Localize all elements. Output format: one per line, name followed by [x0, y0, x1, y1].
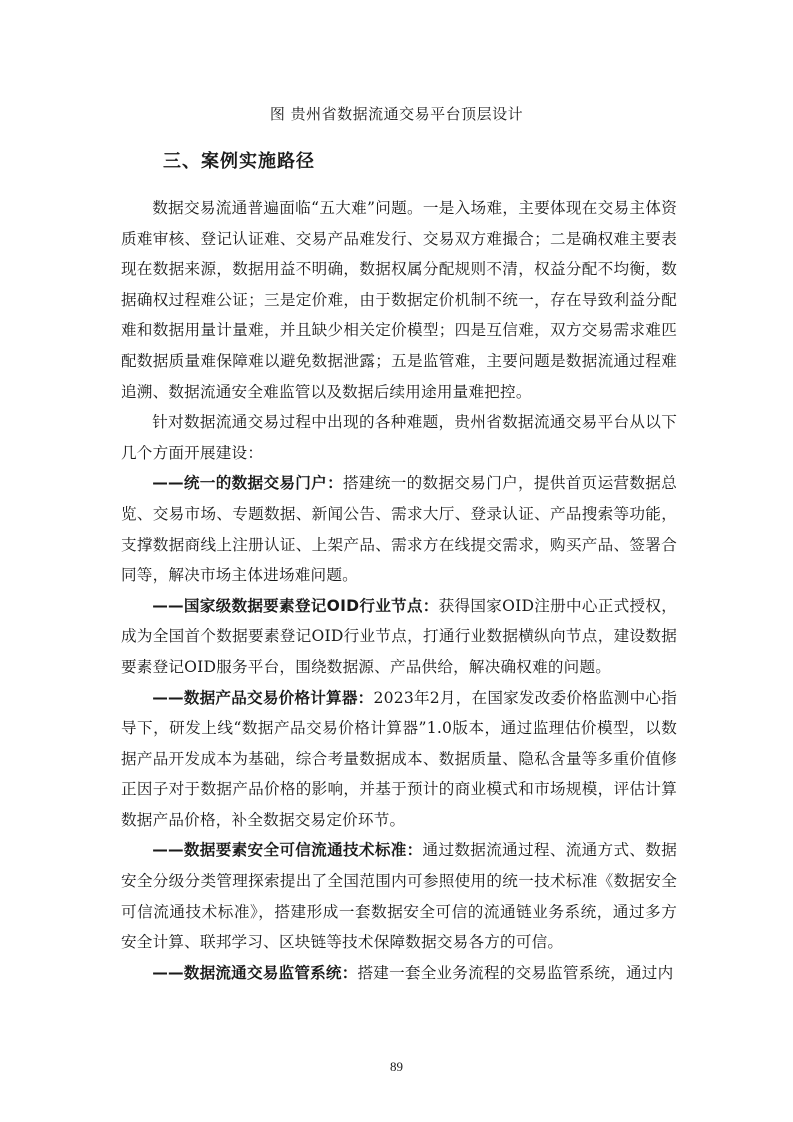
paragraph-problems	[121, 193, 677, 407]
paragraph-text: 针对数据流通交易过程中出现的各种难题，贵州省数据流通交易平台从以下几个方面开展建设：	[121, 413, 677, 462]
paragraph-portal	[121, 468, 677, 590]
paragraph-lead: ——数据要素安全可信流通技术标准：	[152, 841, 423, 860]
paragraph-text: 2023年2月，在国家发改委价格监测中心指导下，研发上线“数据产品交易价格计算器”1.0版本，通过监理估价模型，以数据产品开发成本为基础，综合考量数据成本、数据质量、隐私含量等多重价值修正因子对于数据产品价格的影响，并基于预计的商业模式和市场规模，评估计算数据产品价格，补全数据交易定价环节。	[121, 688, 677, 829]
paragraph-oid-node	[121, 591, 677, 683]
paragraph-price-calculator	[121, 683, 677, 836]
paragraph-lead: ——数据流通交易监管系统：	[152, 963, 358, 982]
paragraph-text: 搭建统一的数据交易门户，提供首页运营数据总览、交易市场、专题数据、新闻公告、需求大厅、登录认证、产品搜索等功能，支撑数据商线上注册认证、上架产品、需求方在线提交需求，购买产品、签署合同等，解决市场主体进场难问题。	[121, 474, 677, 585]
paragraph-text: 搭建一套全业务流程的交易监管系统，通过内	[357, 963, 674, 982]
paragraph-lead: ——统一的数据交易门户：	[152, 474, 343, 493]
paragraph-text: 通过数据流通过程、流通方式、数据安全分级分类管理探索提出了全国范围内可参照使用的统一技术标准《数据安全可信流通技术标准》，搭建形成一套数据安全可信的流通链业务系统，通过多方安全计算、联邦学习、区块链等技术保障数据交易各方的可信。	[121, 841, 677, 952]
paragraph-text: 获得国家OID注册中心正式授权，成为全国首个数据要素登记OID行业节点，打通行业数据横纵向节点，建设数据要素登记OID服务平台，围绕数据源、产品供给，解决确权难的问题。	[121, 596, 677, 676]
paragraph-tech-standard	[121, 835, 677, 957]
body-text	[121, 193, 677, 988]
paragraph-text: 数据交易流通普遍面临“五大难”问题。一是入场难，主要体现在交易主体资质难审核、登记认证难、交易产品难发行、交易双方难撮合；二是确权难主要表现在数据来源，数据用益不明确，数据权属分配规则不清，权益分配不均衡，数据确权过程难公证；三是定价难，由于数据定价机制不统一，存在导致利益分配难和数据用量计量难，并且缺少相关定价模型；四是互信难，双方交易需求难匹配数据质量难保障难以避免数据泄露；五是监管难，主要问题是数据流通过程难追溯、数据流通安全难监管以及数据后续用途用量难把控。	[121, 199, 677, 401]
page-number: 89	[390, 1059, 403, 1074]
figure-caption: 图 贵州省数据流通交易平台顶层设计	[269, 105, 524, 123]
paragraph-supervision	[121, 958, 677, 989]
paragraph-lead: ——数据产品交易价格计算器：	[152, 688, 374, 707]
paragraph-lead: ——国家级数据要素登记OID行业节点：	[152, 596, 439, 615]
paragraph-intro	[121, 407, 677, 468]
section-heading: 三、案例实施路径	[163, 151, 315, 172]
